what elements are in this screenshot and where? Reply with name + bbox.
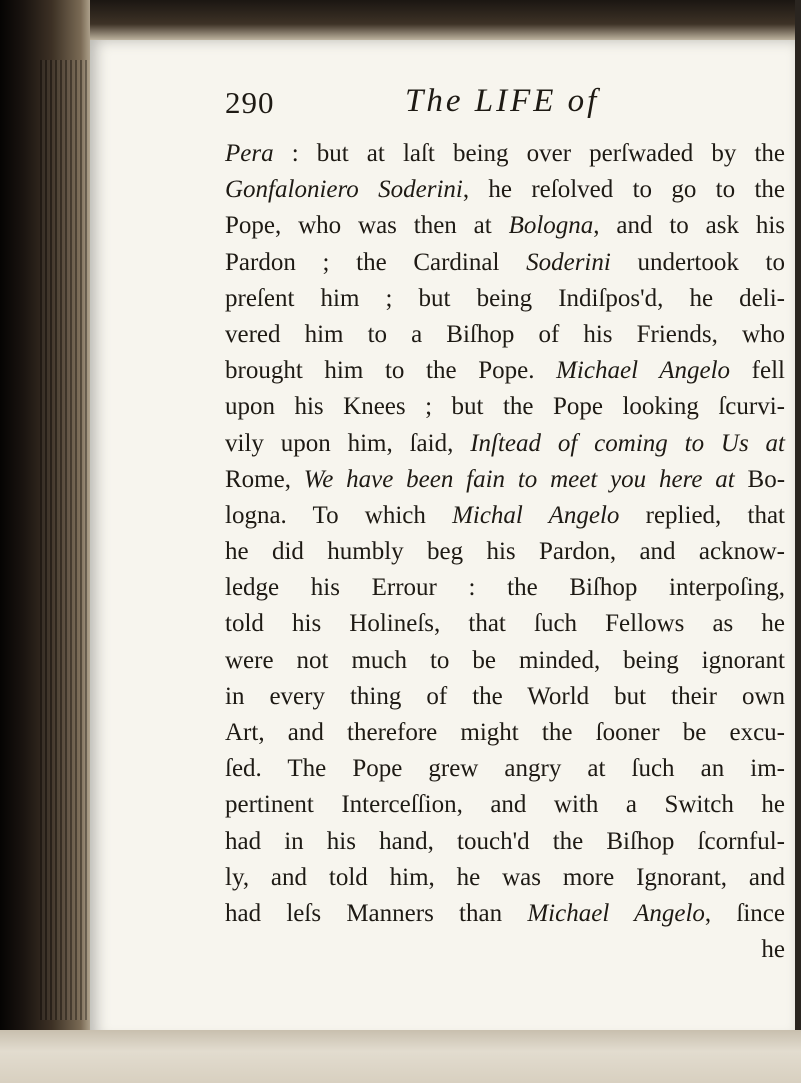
text-run: ſed. The Pope grew angry at ſuch an im- — [225, 755, 785, 783]
text-run: he did humbly beg his Pardon, and acknow- — [225, 538, 785, 566]
text-run: brought him to the Pope. — [225, 357, 557, 385]
text-line — [225, 896, 785, 932]
italic-text: Inſtead of coming to Us at — [470, 429, 786, 457]
italic-text: Gonfaloniero Soderini — [225, 176, 463, 204]
text-line — [225, 715, 785, 751]
text-line — [225, 570, 785, 606]
text-run: , he reſolved to go to the — [462, 176, 785, 204]
text-line — [225, 824, 785, 860]
page-header — [225, 85, 725, 125]
book-spine — [0, 0, 95, 1083]
text-line — [225, 679, 785, 715]
text-line — [225, 172, 785, 208]
text-run: Pardon ; the Cardinal — [225, 248, 527, 276]
text-run: , and to ask his — [593, 212, 785, 240]
page-top-edge — [90, 0, 801, 40]
spine-shading — [40, 60, 90, 1020]
text-run: replied, that — [619, 501, 785, 529]
text-line — [225, 462, 785, 498]
italic-text: We have been fain to meet you here at — [303, 465, 735, 493]
italic-text: Bologna — [508, 212, 594, 240]
text-run: : but at laſt being over perſwaded by the — [273, 140, 785, 167]
text-line — [225, 498, 785, 534]
text-line — [225, 389, 785, 425]
italic-text: Soderini — [526, 248, 611, 276]
text-line — [225, 426, 785, 462]
text-line — [225, 643, 785, 679]
text-run: he — [761, 936, 785, 964]
text-run: vered him to a Biſhop of his Friends, who — [225, 320, 785, 348]
text-run: Rome, — [225, 465, 304, 493]
text-run: logna. To which — [225, 501, 453, 529]
text-run: undertook to — [610, 248, 785, 276]
text-line — [225, 751, 785, 787]
text-run: told his Holineſs, that ſuch Fellows as he — [225, 610, 785, 638]
text-run: pertinent Interceſſion, and with a Switch he — [225, 791, 785, 819]
text-run: Bo- — [734, 465, 786, 493]
text-run: in every thing of the World but their own — [225, 682, 785, 710]
text-line — [225, 208, 785, 244]
text-run: , ſince — [704, 899, 785, 927]
text-run: Pope, who was then at — [225, 212, 509, 240]
text-run: upon his Knees ; but the Pope looking ſcurvi- — [225, 393, 785, 421]
italic-text: Michael Angelo — [556, 357, 731, 385]
text-line — [225, 353, 785, 389]
italic-text: Michael Angelo — [527, 899, 705, 927]
running-head: The LIFE of — [405, 83, 600, 119]
text-line — [225, 932, 785, 968]
italic-text: Pera — [225, 140, 274, 167]
text-run: vily upon him, ſaid, — [225, 429, 471, 457]
italic-text: Michal Angelo — [452, 501, 620, 529]
text-run: preſent him ; but being Indiſpos'd, he deli- — [225, 284, 785, 312]
text-run: were not much to be minded, being ignorant — [225, 646, 785, 674]
text-run: ledge his Errour : the Biſhop interpoſing, — [225, 574, 785, 602]
text-line — [225, 606, 785, 642]
text-line — [225, 136, 785, 172]
text-run: Art, and therefore might the ſooner be excu- — [225, 719, 785, 746]
page-bottom-edge — [0, 1030, 801, 1083]
text-line — [225, 317, 785, 353]
text-run: had leſs Manners than — [225, 899, 528, 927]
page-right-edge — [795, 0, 801, 1083]
text-run: fell — [730, 357, 785, 385]
text-line — [225, 534, 785, 570]
body-text — [225, 136, 785, 968]
page-number: 290 — [225, 85, 275, 120]
text-line — [225, 860, 785, 896]
text-line — [225, 245, 785, 281]
text-run: ly, and told him, he was more Ignorant, and — [225, 863, 785, 891]
text-line — [225, 281, 785, 317]
text-run: had in his hand, touch'd the Biſhop ſcornful- — [225, 827, 785, 855]
text-line — [225, 787, 785, 823]
